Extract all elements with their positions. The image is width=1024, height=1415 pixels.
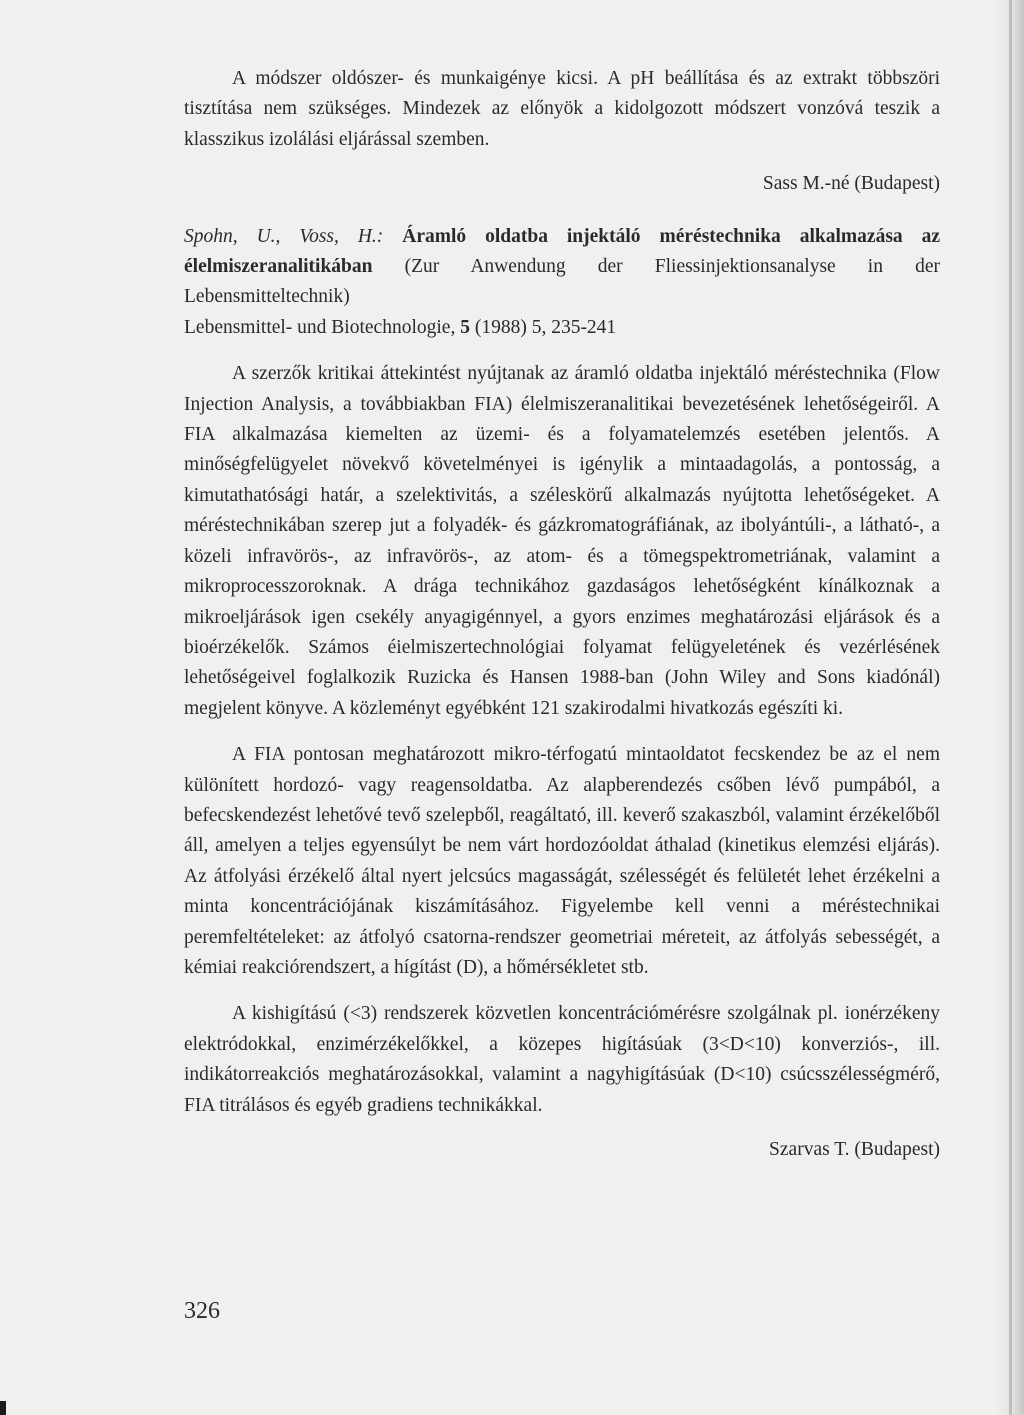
abstract-paragraph-2: A FIA pontosan meghatározott mikro-térfogatú mintaoldatot fecskendez be az el nem különített hordozó- vagy reagensoldatba. Az alapberendezés csőben lévő pumpából, a befecskendezést lehetővé tevő szelepből, reagáltató, ill. keverő szakaszból, valamint érzékelőből áll, amelyen a teljes egyensúlyt be nem várt hordozóoldat áthalad (kinetikus elemzési eljárás). Az átfolyási érzékelő által nyert jelcsúcs magasságát, szélességét és felületét lehet érzékelni a minta koncentrációjának kiszámításához. Figyelembe kell venni a méréstechnikai peremfeltételeket: az átfolyó csatorna-rendszer geometriai méreteit, az átfolyás sebességét, a kémiai reakciórendszert, a hígítást (D), a hőmérsékletet stb.	[184, 744, 940, 978]
abstract-paragraph-3: A kishigítású (<3) rendszerek közvetlen koncentrációmérésre szolgálnak pl. ionérzékeny elektródokkal, enzimérzékelőkkel, a közepes higításúak (3<D<10) konverziós-, ill. indikátorreakciós meghatározásokkal, valamint a nagyhigításúak (D<10) csúcsszélességmérő, FIA titrálásos és egyéb gradiens technikákkal.	[184, 1003, 940, 1116]
intro-paragraph: A módszer oldószer- és munkaigénye kicsi. A pH beállítása és az extrakt többszöri tisztítása nem szükséges. Mindezek az előnyök a kidolgozott módszert vonzóvá teszik a klasszikus izolálási eljárással szemben.	[184, 68, 940, 150]
page-number: 326	[184, 1298, 220, 1324]
signature-sass: Sass M.-né (Budapest)	[762, 173, 940, 195]
citation-title: Áramló oldatba injektáló méréstechnika alkalmazása az élelmiszeranalitikában	[184, 225, 941, 278]
citation-original-title: (Zur Anwendung der Fliessinjektionsanalyse in der Lebensmitteltechnik)	[184, 256, 940, 308]
citation-journal	[184, 313, 940, 343]
journal-name: Lebensmittel- und Biotechnologie,	[184, 316, 456, 338]
scan-corner-mark	[0, 1401, 6, 1415]
citation-authors: Spohn, U., Voss, H.:	[184, 225, 384, 247]
citation-block	[184, 222, 940, 313]
journal-volume: 5	[460, 316, 470, 338]
page-edge	[1009, 0, 1012, 1415]
signature-szarvas: Szarvas T. (Budapest)	[769, 1139, 940, 1160]
journal-issue-pages: (1988) 5, 235-241	[474, 316, 617, 338]
abstract-paragraph-1: A szerzők kritikai áttekintést nyújtanak az áramló oldatba injektáló méréstechnika (Flow Injection Analysis, a továbbiakban FIA) élelmiszeranalitikai bevezetésének lehetőségeiről. A FIA alkalmazása kiemelten az üzemi- és a folyamatelemzés esetében jelentős. A minőségfelügyelet növekvő követelményei is igénylik a mintaadagolás, a pontosság, a kimutathatósági határ, a szelektivitás, a széleskörű alkalmazás nyújtotta lehetőségeket. A méréstechnikában szerep jut a folyadék- és gázkromatográfiának, az ibolyántúli-, a látható-, a közeli infravörös-, az infravörös-, az atom- és a tömegspektrometriának, valamint a mikroprocesszoroknak. A drága technikához gazdaságos lehetőségként kínálkoznak a mikroeljárások igen csekély anyagigénnyel, a gyors enzimes meghatározási eljárások és a bioérzékelők. Számos éielmiszertechnológiai folyamat felügyeletének és vezérlésének lehetőségeivel foglalkozik Ruzicka és Hansen 1988-ban (John Wiley and Sons kiadónál) megjelent könyve. A közleményt egyébként 121 szakirodalmi hivatkozás egészíti ki.	[184, 363, 940, 719]
document-body	[184, 64, 940, 1165]
